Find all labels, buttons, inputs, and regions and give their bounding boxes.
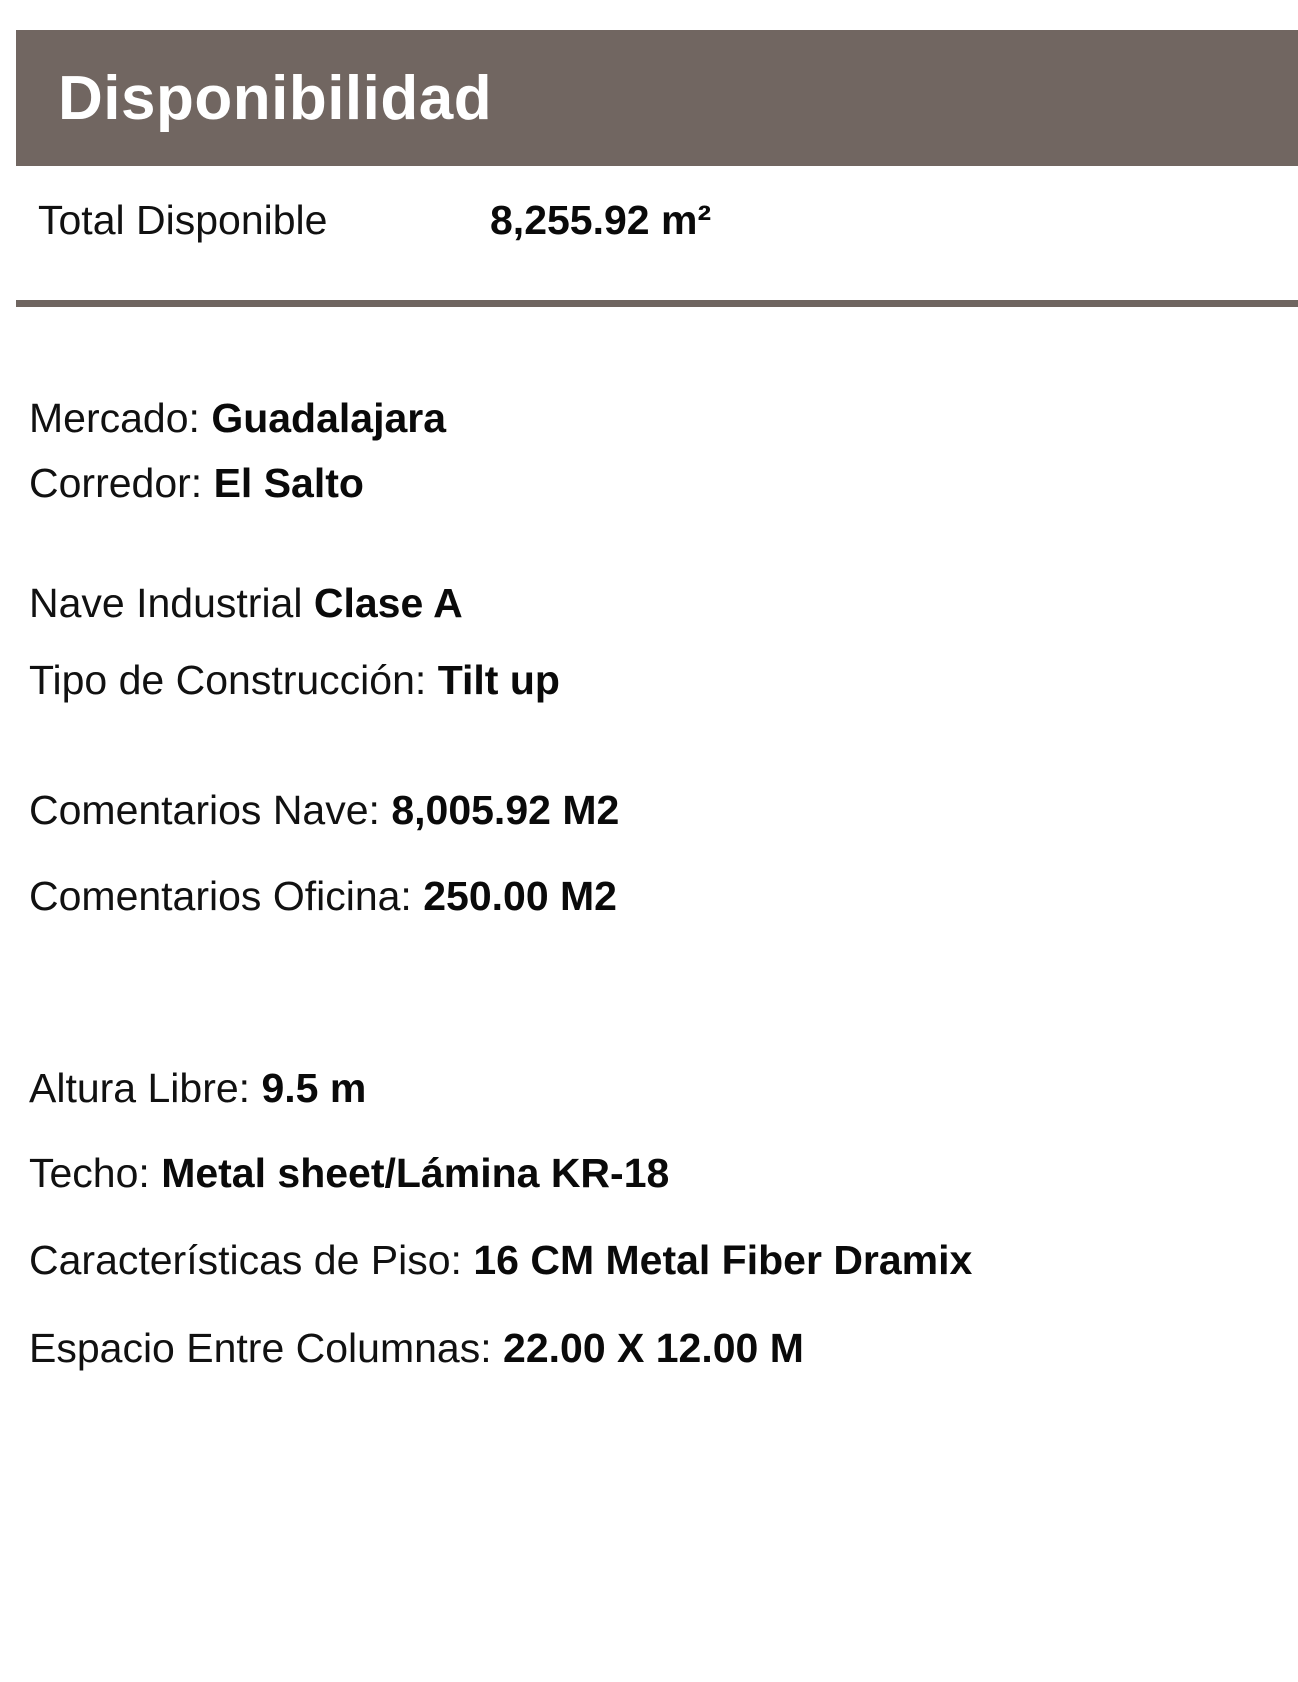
detail-line-techo [29, 1148, 1298, 1198]
total-available-label: Total Disponible [38, 197, 328, 243]
detail-line-comentarios-nave [29, 785, 1298, 835]
corredor-value: El Salto [213, 460, 364, 506]
mercado-label: Mercado: [29, 395, 212, 441]
detail-line-tipo-construccion [29, 655, 1298, 705]
altura-libre-label: Altura Libre: [29, 1065, 262, 1111]
techo-value: Metal sheet/Lámina KR-18 [161, 1150, 670, 1196]
section-divider [16, 300, 1298, 307]
nave-industrial-value: Clase A [313, 580, 463, 626]
detail-line-corredor [29, 458, 1298, 508]
tipo-construccion-value: Tilt up [437, 657, 560, 703]
espacio-columnas-value: 22.00 X 12.00 M [503, 1325, 804, 1371]
mercado-value: Guadalajara [211, 395, 447, 441]
section-header-bar [16, 30, 1298, 166]
detail-line-espacio-columnas [29, 1323, 1298, 1373]
detail-line-nave-industrial [29, 578, 1298, 628]
techo-label: Techo: [29, 1150, 162, 1196]
page-title: Disponibilidad [58, 63, 493, 133]
comentarios-nave-value: 8,005.92 M2 [391, 787, 620, 833]
caracteristicas-piso-label: Características de Piso: [29, 1237, 474, 1283]
tipo-construccion-label: Tipo de Construcción: [29, 657, 438, 703]
total-available-row [38, 195, 1298, 245]
detail-line-mercado [29, 393, 1298, 443]
detail-line-comentarios-oficina [29, 871, 1298, 921]
nave-industrial-label: Nave Industrial [29, 580, 314, 626]
comentarios-nave-label: Comentarios Nave: [29, 787, 392, 833]
comentarios-oficina-value: 250.00 M2 [423, 873, 617, 919]
total-available-value: 8,255.92 m² [490, 197, 712, 243]
corredor-label: Corredor: [29, 460, 214, 506]
espacio-columnas-label: Espacio Entre Columnas: [29, 1325, 504, 1371]
detail-line-caracteristicas-piso [29, 1235, 1298, 1285]
altura-libre-value: 9.5 m [261, 1065, 367, 1111]
caracteristicas-piso-value: 16 CM Metal Fiber Dramix [473, 1237, 973, 1283]
comentarios-oficina-label: Comentarios Oficina: [29, 873, 424, 919]
detail-line-altura-libre [29, 1063, 1298, 1113]
